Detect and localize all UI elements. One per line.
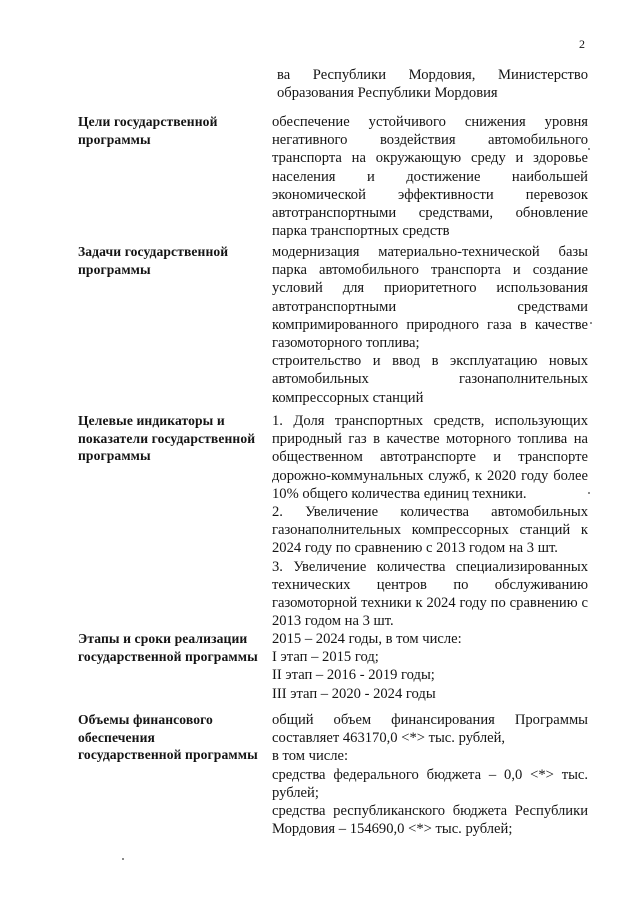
section-content — [272, 243, 588, 407]
section-paragraph: в том числе: — [272, 748, 349, 765]
section-paragraph: II этап – 2016 - 2019 годы; — [272, 667, 435, 684]
section-content — [272, 412, 588, 630]
section-label: Целевые индикаторы и показатели государственной программы — [78, 413, 256, 464]
section-label: Цели государственной программы — [78, 114, 218, 147]
page-number: 2 — [579, 37, 585, 51]
section-paragraph: общий объем финансирования Программы составляет 463170,0 <*> тыс. рублей, — [272, 712, 588, 747]
section-label: Задачи государственной программы — [78, 244, 229, 277]
section-paragraph: III этап – 2020 - 2024 годы — [272, 685, 436, 702]
section-paragraph: I этап – 2015 год; — [272, 649, 379, 666]
section-paragraph: 2. Увеличение количества автомобильных газонаполнительных компрессорных станций к 2024 году по сравнению с 2013 годом на 3 шт. — [272, 504, 588, 557]
scan-speck — [590, 322, 592, 324]
section-label: Объемы финансового обеспечения государственной программы — [78, 712, 258, 763]
section-content — [272, 630, 588, 703]
section-paragraph: строительство и ввод в эксплуатацию новых автомобильных газонаполнительных компрессорных станций — [272, 353, 588, 406]
scan-speck — [588, 492, 590, 494]
section-paragraph: средства республиканского бюджета Республики Мордовия – 154690,0 <*> тыс. рублей; — [272, 803, 588, 838]
section-paragraph: 3. Увеличение количества специализированных технических центров по обслуживанию газомоторной техники к 2024 году по сравнению с 2013 годом на 3 шт. — [272, 558, 588, 630]
section-paragraph: обеспечение устойчивого снижения уровня негативного воздействия автомобильного транспорта на окружающую среду и здоровье населения и достижение наибольшей экономической эффективности перевозок автотранспортными средствами, обновление парка транспортных средств — [272, 114, 588, 240]
continuation-text: ва Республики Мордовия, Министерство образования Республики Мордовия — [277, 67, 588, 102]
section-paragraph: модернизация материально-технической базы парка автомобильного транспорта и создание условий для приоритетного использования автотранспортными средствами компримированного природного газа в качестве газомоторного топлива; — [272, 244, 588, 352]
section-content — [272, 711, 588, 838]
scan-speck — [122, 858, 124, 860]
section-paragraph: 2015 – 2024 годы, в том числе: — [272, 631, 462, 647]
section-paragraph: средства федерального бюджета – 0,0 <*> тыс. рублей; — [272, 766, 588, 801]
section-paragraph: 1. Доля транспортных средств, использующих природный газ в качестве моторного топлива на общественном автотранспорте и транспорте дорожно-коммунальных служб, к 2020 году более 10% общего количества единиц техники. — [272, 413, 588, 502]
section-content — [272, 113, 588, 240]
scan-speck — [588, 148, 590, 150]
section-label: Этапы и сроки реализации государственной программы — [78, 631, 258, 664]
